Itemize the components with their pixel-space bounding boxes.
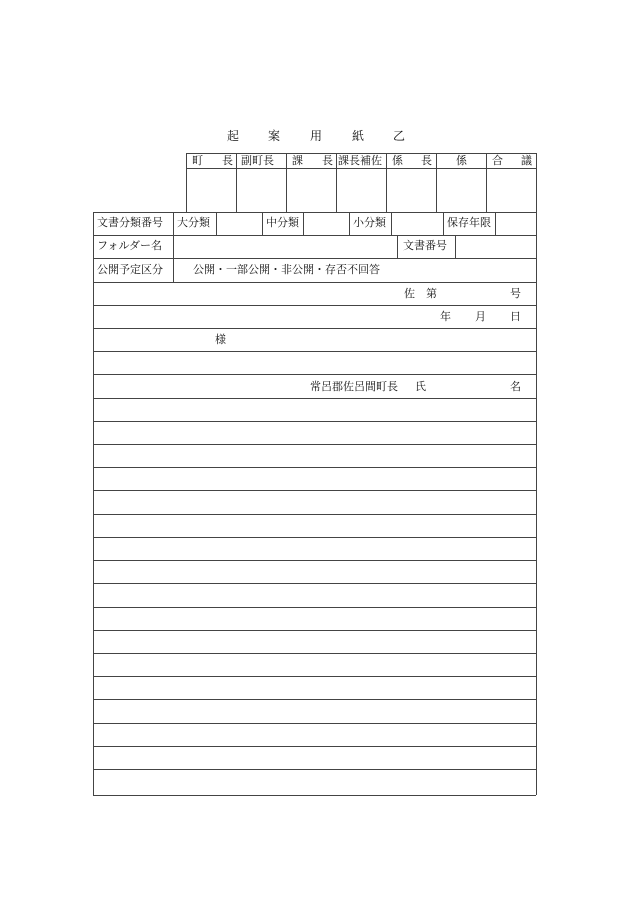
row-rule — [93, 607, 536, 608]
form-left-border — [93, 212, 94, 795]
sender-shi: 氏 — [415, 380, 426, 393]
date-month: 月 — [475, 310, 486, 323]
row-rule — [93, 560, 536, 561]
number-dai: 第 — [426, 287, 437, 300]
row-rule — [93, 467, 536, 468]
classification-label: 文書分類番号 — [97, 216, 163, 229]
approval-header-kachohosa: 課長補佐 — [338, 154, 382, 167]
cell-divider — [262, 212, 263, 235]
number-prefix: 佐 — [404, 287, 415, 300]
form-right-border — [536, 212, 537, 795]
row-rule — [93, 583, 536, 584]
approval-header-cho-a: 町 — [192, 154, 203, 167]
approval-header-cho-b: 長 — [222, 154, 233, 167]
row-rule — [93, 514, 536, 515]
title-char-4: 紙 — [352, 129, 365, 143]
row-rule — [93, 490, 536, 491]
approval-col-divider — [286, 153, 287, 212]
cell-divider — [173, 212, 174, 235]
row-rule — [93, 258, 536, 259]
retention-label: 保存年限 — [447, 216, 491, 229]
disclosure-label: 公開予定区分 — [97, 263, 163, 276]
row-rule — [93, 746, 536, 747]
approval-header-aigi-b: 議 — [521, 154, 532, 167]
approval-col-divider — [486, 153, 487, 212]
row-rule — [93, 676, 536, 677]
form-title — [0, 127, 630, 145]
row-rule — [93, 398, 536, 399]
cell-divider — [391, 212, 392, 235]
cell-divider — [455, 235, 456, 258]
approval-col-divider — [236, 153, 237, 212]
row-rule — [93, 235, 536, 236]
approval-left-border — [186, 153, 187, 212]
row-rule — [93, 444, 536, 445]
row-rule — [93, 699, 536, 700]
cell-divider — [216, 212, 217, 235]
row-rule — [93, 723, 536, 724]
row-rule — [93, 537, 536, 538]
row-rule — [93, 328, 536, 329]
doc-number-label: 文書番号 — [403, 239, 447, 252]
cell-divider — [495, 212, 496, 235]
row-rule — [93, 769, 536, 770]
folder-label: フォルダー名 — [97, 239, 163, 252]
major-class-label: 大分類 — [177, 216, 210, 229]
row-rule — [93, 351, 536, 352]
row-rule — [93, 374, 536, 375]
approval-header-aigi-a: 合 — [492, 154, 503, 167]
approval-header-fukucho: 副町長 — [241, 154, 274, 167]
approval-header-kacho-b: 長 — [322, 154, 333, 167]
row-rule — [93, 421, 536, 422]
date-day: 日 — [510, 310, 521, 323]
approval-header-kakaricho-b: 長 — [421, 154, 432, 167]
title-char-3: 用 — [310, 129, 323, 143]
row-rule — [93, 212, 536, 213]
sender-title: 常呂郡佐呂間町長 — [310, 380, 398, 393]
approval-header-kakaricho-a: 係 — [392, 154, 403, 167]
approval-header-divider — [186, 168, 536, 169]
disclosure-options: 公開・一部公開・非公開・存否不回答 — [193, 263, 380, 276]
row-rule — [93, 282, 536, 283]
approval-col-divider — [336, 153, 337, 212]
cell-divider — [303, 212, 304, 235]
approval-right-border — [536, 153, 537, 212]
form-bottom-border — [93, 795, 536, 796]
title-char-1: 起 — [227, 129, 240, 143]
cell-divider — [173, 235, 174, 258]
title-char-5: 乙 — [393, 129, 406, 143]
cell-divider — [173, 258, 174, 282]
addressee-suffix: 様 — [215, 333, 226, 346]
date-year: 年 — [440, 310, 451, 323]
sender-mei: 名 — [510, 380, 521, 393]
approval-header-kacho-a: 課 — [292, 154, 303, 167]
title-char-2: 案 — [268, 129, 281, 143]
approval-col-divider — [386, 153, 387, 212]
row-rule — [93, 305, 536, 306]
minor-class-label: 小分類 — [353, 216, 386, 229]
cell-divider — [443, 212, 444, 235]
middle-class-label: 中分類 — [266, 216, 299, 229]
row-rule — [93, 653, 536, 654]
row-rule — [93, 630, 536, 631]
cell-divider — [349, 212, 350, 235]
approval-header-kakari: 係 — [456, 154, 467, 167]
number-go: 号 — [510, 287, 521, 300]
cell-divider — [397, 235, 398, 258]
approval-col-divider — [436, 153, 437, 212]
